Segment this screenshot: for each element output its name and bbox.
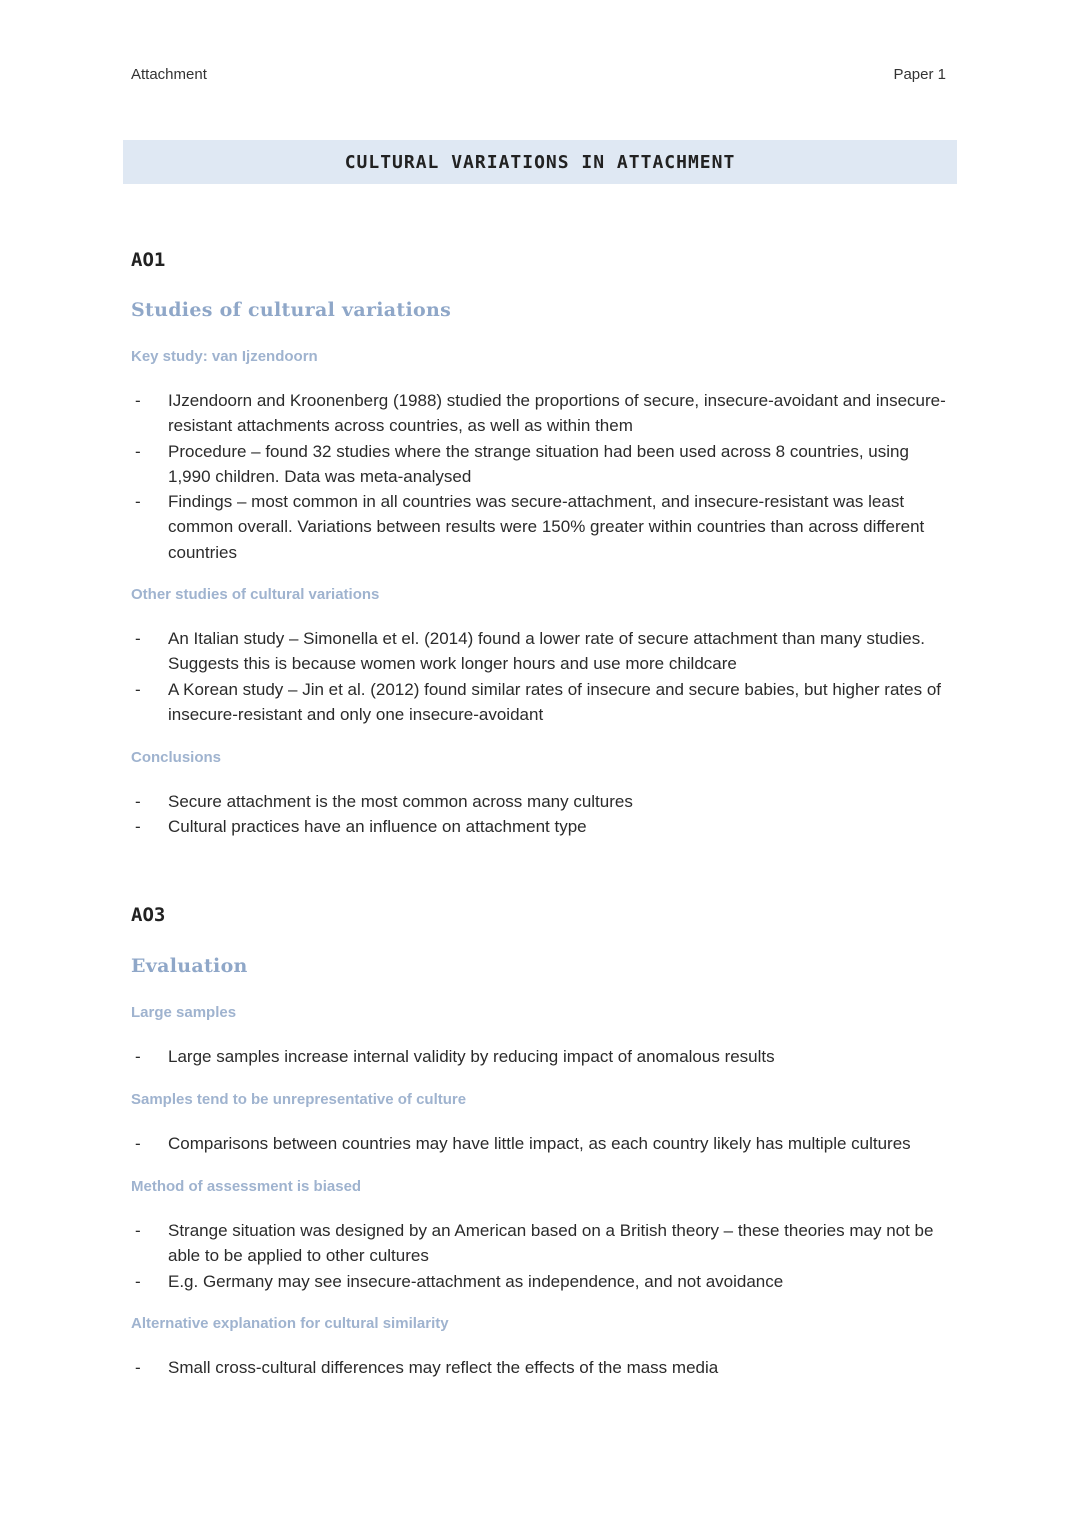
page-title: CULTURAL VARIATIONS IN ATTACHMENT bbox=[344, 151, 736, 173]
list-item: - Small cross-cultural differences may reflect the effects of the mass media bbox=[131, 1355, 951, 1380]
unrepresentative-heading: Samples tend to be unrepresentative of culture bbox=[131, 1091, 467, 1108]
title-banner bbox=[123, 140, 957, 184]
ao1-label: AO1 bbox=[131, 249, 166, 271]
list-item: - IJzendoorn and Kroonenberg (1988) studied the proportions of secure, insecure-avoidant and insecure-resistant attachments across countries, as well as within them bbox=[131, 388, 951, 439]
alternative-list bbox=[131, 1355, 951, 1380]
key-study-list bbox=[131, 388, 951, 565]
list-item: - E.g. Germany may see insecure-attachment as independence, and not avoidance bbox=[131, 1269, 951, 1294]
method-biased-list bbox=[131, 1218, 951, 1294]
ao1-heading: Studies of cultural variations bbox=[131, 299, 452, 321]
list-item: - Cultural practices have an influence on attachment type bbox=[131, 814, 951, 839]
unrepresentative-list bbox=[131, 1131, 951, 1156]
ao3-label: AO3 bbox=[131, 904, 166, 926]
alternative-heading: Alternative explanation for cultural similarity bbox=[131, 1315, 449, 1332]
conclusions-heading: Conclusions bbox=[131, 749, 222, 766]
other-studies-heading: Other studies of cultural variations bbox=[131, 586, 380, 603]
large-samples-heading: Large samples bbox=[131, 1004, 237, 1021]
header-subject: Attachment bbox=[131, 66, 207, 83]
list-item: - An Italian study – Simonella et el. (2014) found a lower rate of secure attachment than many studies. Suggests this is because women work longer hours and use more childcare bbox=[131, 626, 951, 677]
list-item: - Procedure – found 32 studies where the strange situation had been used across 8 countries, using 1,990 children. Data was meta-analysed bbox=[131, 439, 951, 490]
other-studies-list bbox=[131, 626, 951, 727]
list-item: - Secure attachment is the most common across many cultures bbox=[131, 789, 951, 814]
list-item: - Findings – most common in all countries was secure-attachment, and insecure-resistant was least common overall. Variations between results were 150% greater within countries than across different countries bbox=[131, 489, 951, 565]
list-item: - Strange situation was designed by an American based on a British theory – these theories may not be able to be applied to other cultures bbox=[131, 1218, 951, 1269]
conclusions-list bbox=[131, 789, 951, 840]
header-paper: Paper 1 bbox=[893, 66, 946, 83]
ao3-heading: Evaluation bbox=[131, 955, 248, 977]
large-samples-list bbox=[131, 1044, 951, 1069]
list-item: - Large samples increase internal validity by reducing impact of anomalous results bbox=[131, 1044, 951, 1069]
list-item: - A Korean study – Jin et al. (2012) found similar rates of insecure and secure babies, but higher rates of insecure-resistant and only one insecure-avoidant bbox=[131, 677, 951, 728]
list-item: - Comparisons between countries may have little impact, as each country likely has multiple cultures bbox=[131, 1131, 951, 1156]
method-biased-heading: Method of assessment is biased bbox=[131, 1178, 362, 1195]
key-study-heading: Key study: van Ijzendoorn bbox=[131, 348, 318, 365]
